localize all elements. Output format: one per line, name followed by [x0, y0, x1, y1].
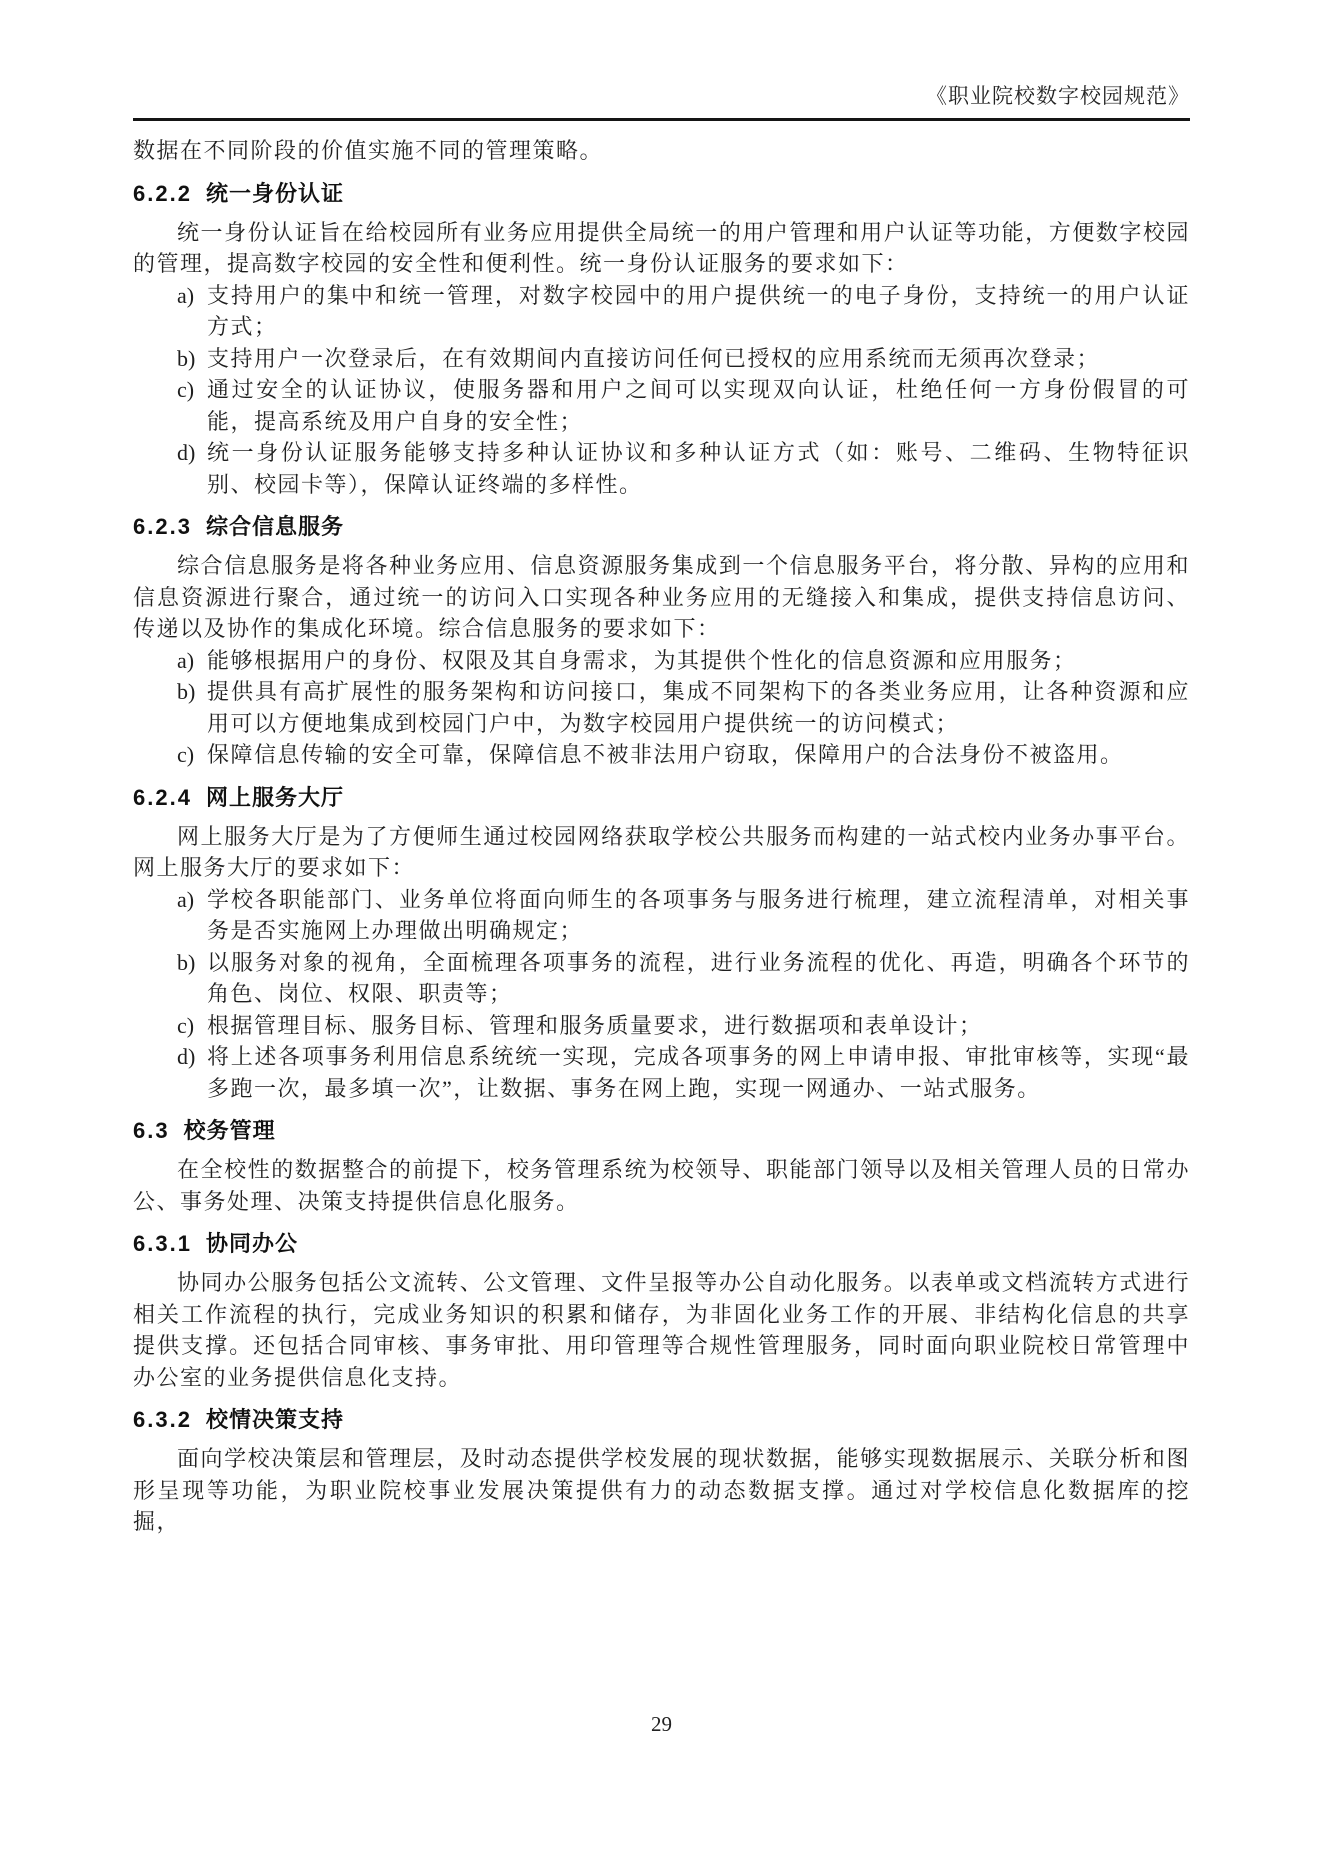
list-item-text: 保障信息传输的安全可靠，保障信息不被非法用户窃取，保障用户的合法身份不被盗用。 [207, 742, 1124, 767]
list-item-label: b) [177, 679, 196, 704]
page-header-title: 《职业院校数字校园规范》 [926, 84, 1190, 108]
section-heading [133, 179, 1190, 209]
list-item [177, 676, 1190, 739]
list-item [177, 437, 1190, 500]
list-item-text: 能够根据用户的身份、权限及其自身需求，为其提供个性化的信息资源和应用服务； [207, 647, 1077, 673]
list-item-label: c) [177, 1012, 195, 1038]
list-item-text: 以服务对象的视角，全面梳理各项事务的流程，进行业务流程的优化、再造，明确各个环节的角色、岗位、权限、职责等； [207, 949, 1190, 1006]
paragraph: 综合信息服务是将各种业务应用、信息资源服务集成到一个信息服务平台，将分散、异构的应用和信息资源进行聚合，通过统一的访问入口实现各种业务应用的无缝接入和集成，提供支持信息访问、传递以及协作的集成化环境。综合信息服务的要求如下： [133, 553, 1190, 641]
section-title: 校务管理 [183, 1118, 276, 1143]
list-item [177, 374, 1190, 437]
section-number: 6.3 [133, 1118, 170, 1143]
list-item [177, 884, 1190, 947]
paragraph: 网上服务大厅是为了方便师生通过校园网络获取学校公共服务而构建的一站式校内业务办事平台。网上服务大厅的要求如下： [133, 823, 1190, 880]
section-number: 6.2.4 [133, 784, 192, 810]
list-item [177, 645, 1190, 677]
section-number: 6.2.2 [133, 180, 192, 206]
list-item-label: c) [177, 377, 195, 402]
section-title: 校情决策支持 [205, 1407, 344, 1432]
list-item [177, 1041, 1190, 1104]
section-number: 6.3.2 [133, 1407, 192, 1432]
list-item-text: 支持用户一次登录后，在有效期间内直接访问任何已授权的应用系统而无须再次登录； [207, 345, 1101, 371]
list-item [177, 343, 1190, 375]
page-number: 29 [651, 1712, 672, 1736]
section-heading [133, 783, 1190, 813]
list-item-label: a) [177, 647, 195, 673]
section-title: 统一身份认证 [205, 180, 344, 206]
page-header [133, 82, 1190, 110]
list-item-label: d) [177, 1044, 196, 1069]
paragraph: 面向学校决策层和管理层，及时动态提供学校发展的现状数据，能够实现数据展示、关联分析和图形呈现等功能，为职业院校事业发展决策提供有力的动态数据支撑。通过对学校信息化数据库的挖掘， [133, 1446, 1190, 1534]
section-heading [133, 1229, 1190, 1259]
list-item-label: a) [177, 282, 195, 308]
section-heading [133, 1405, 1190, 1435]
list-item [177, 1010, 1190, 1042]
list-item-label: b) [177, 949, 196, 975]
list-item [177, 739, 1190, 771]
section-title: 网上服务大厅 [205, 784, 344, 810]
list-item-text: 将上述各项事务利用信息系统统一实现，完成各项事务的网上申请申报、审批审核等，实现“最多跑一次，最多填一次”，让数据、事务在网上跑，实现一网通办、一站式服务。 [207, 1044, 1190, 1101]
list-item [177, 947, 1190, 1010]
list-item-text: 提供具有高扩展性的服务架构和访问接口，集成不同架构下的各类业务应用，让各种资源和应用可以方便地集成到校园门户中，为数字校园用户提供统一的访问模式； [207, 679, 1190, 736]
document-body [133, 121, 1190, 1538]
section-heading [133, 1116, 1190, 1146]
paragraph: 数据在不同阶段的价值实施不同的管理策略。 [133, 138, 604, 163]
list-item-text: 通过安全的认证协议，使服务器和用户之间可以实现双向认证，杜绝任何一方身份假冒的可能，提高系统及用户自身的安全性； [207, 377, 1190, 434]
section-number: 6.3.1 [133, 1231, 192, 1256]
list-item-text: 统一身份认证服务能够支持多种认证协议和多种认证方式（如：账号、二维码、生物特征识别、校园卡等），保障认证终端的多样性。 [207, 440, 1190, 497]
list-item-text: 根据管理目标、服务目标、管理和服务质量要求，进行数据项和表单设计； [207, 1012, 983, 1038]
paragraph: 统一身份认证旨在给校园所有业务应用提供全局统一的用户管理和用户认证等功能，方便数字校园的管理，提高数字校园的安全性和便利性。统一身份认证服务的要求如下： [133, 219, 1190, 276]
paragraph: 在全校性的数据整合的前提下，校务管理系统为校领导、职能部门领导以及相关管理人员的日常办公、事务处理、决策支持提供信息化服务。 [133, 1157, 1190, 1214]
list-item [177, 280, 1190, 343]
list-item-label: a) [177, 886, 195, 912]
section-heading [133, 512, 1190, 542]
section-title: 综合信息服务 [205, 514, 344, 539]
section-number: 6.2.3 [133, 514, 192, 539]
list-item-text: 支持用户的集中和统一管理，对数字校园中的用户提供统一的电子身份，支持统一的用户认证方式； [207, 282, 1190, 339]
paragraph: 协同办公服务包括公文流转、公文管理、文件呈报等办公自动化服务。以表单或文档流转方式进行相关工作流程的执行，完成业务知识的积累和储存，为非固化业务工作的开展、非结构化信息的共享提供支撑。还包括合同审核、事务审批、用印管理等合规性管理服务，同时面向职业院校日常管理中办公室的业务提供信息化支持。 [133, 1270, 1190, 1390]
list-item-label: c) [177, 742, 195, 767]
list-item-text: 学校各职能部门、业务单位将面向师生的各项事务与服务进行梳理，建立流程清单，对相关事务是否实施网上办理做出明确规定； [207, 886, 1190, 943]
section-title: 协同办公 [205, 1231, 298, 1256]
list-item-label: d) [177, 440, 196, 465]
list-item-label: b) [177, 345, 196, 371]
